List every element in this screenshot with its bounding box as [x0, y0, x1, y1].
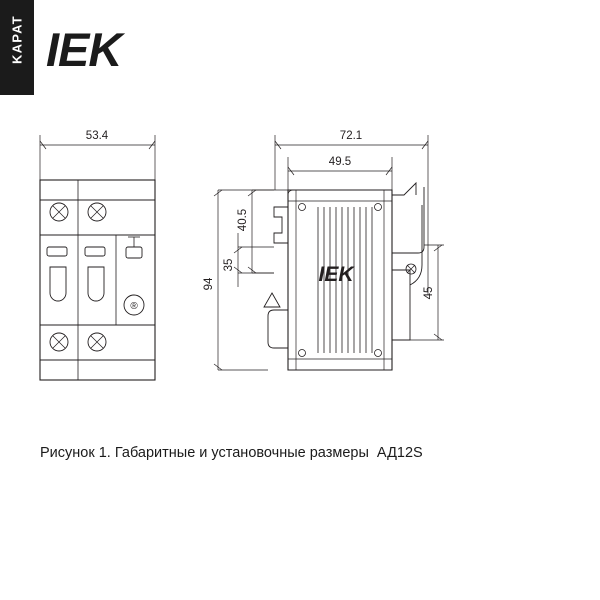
iek-logo: IEK	[46, 23, 122, 76]
figure-caption: Рисунок 1. Габаритные и установочные размеры АД12S	[40, 445, 423, 461]
dim-45: 45	[423, 286, 435, 300]
dim-72-1: 72.1	[339, 130, 363, 142]
dim-53-4: 53.4	[85, 130, 109, 142]
side-view-iek-logo: IEK	[318, 263, 354, 286]
technical-drawing	[0, 95, 600, 475]
dim-94: 94	[203, 277, 215, 291]
front-view-brand-mark: ®	[130, 301, 138, 312]
karat-label: KAPAT	[9, 15, 25, 64]
dim-49-5: 49.5	[328, 156, 352, 168]
brand-header	[0, 0, 600, 95]
karat-sidebar	[0, 0, 34, 95]
dim-35: 35	[223, 258, 235, 272]
dim-40-5: 40.5	[237, 208, 249, 232]
